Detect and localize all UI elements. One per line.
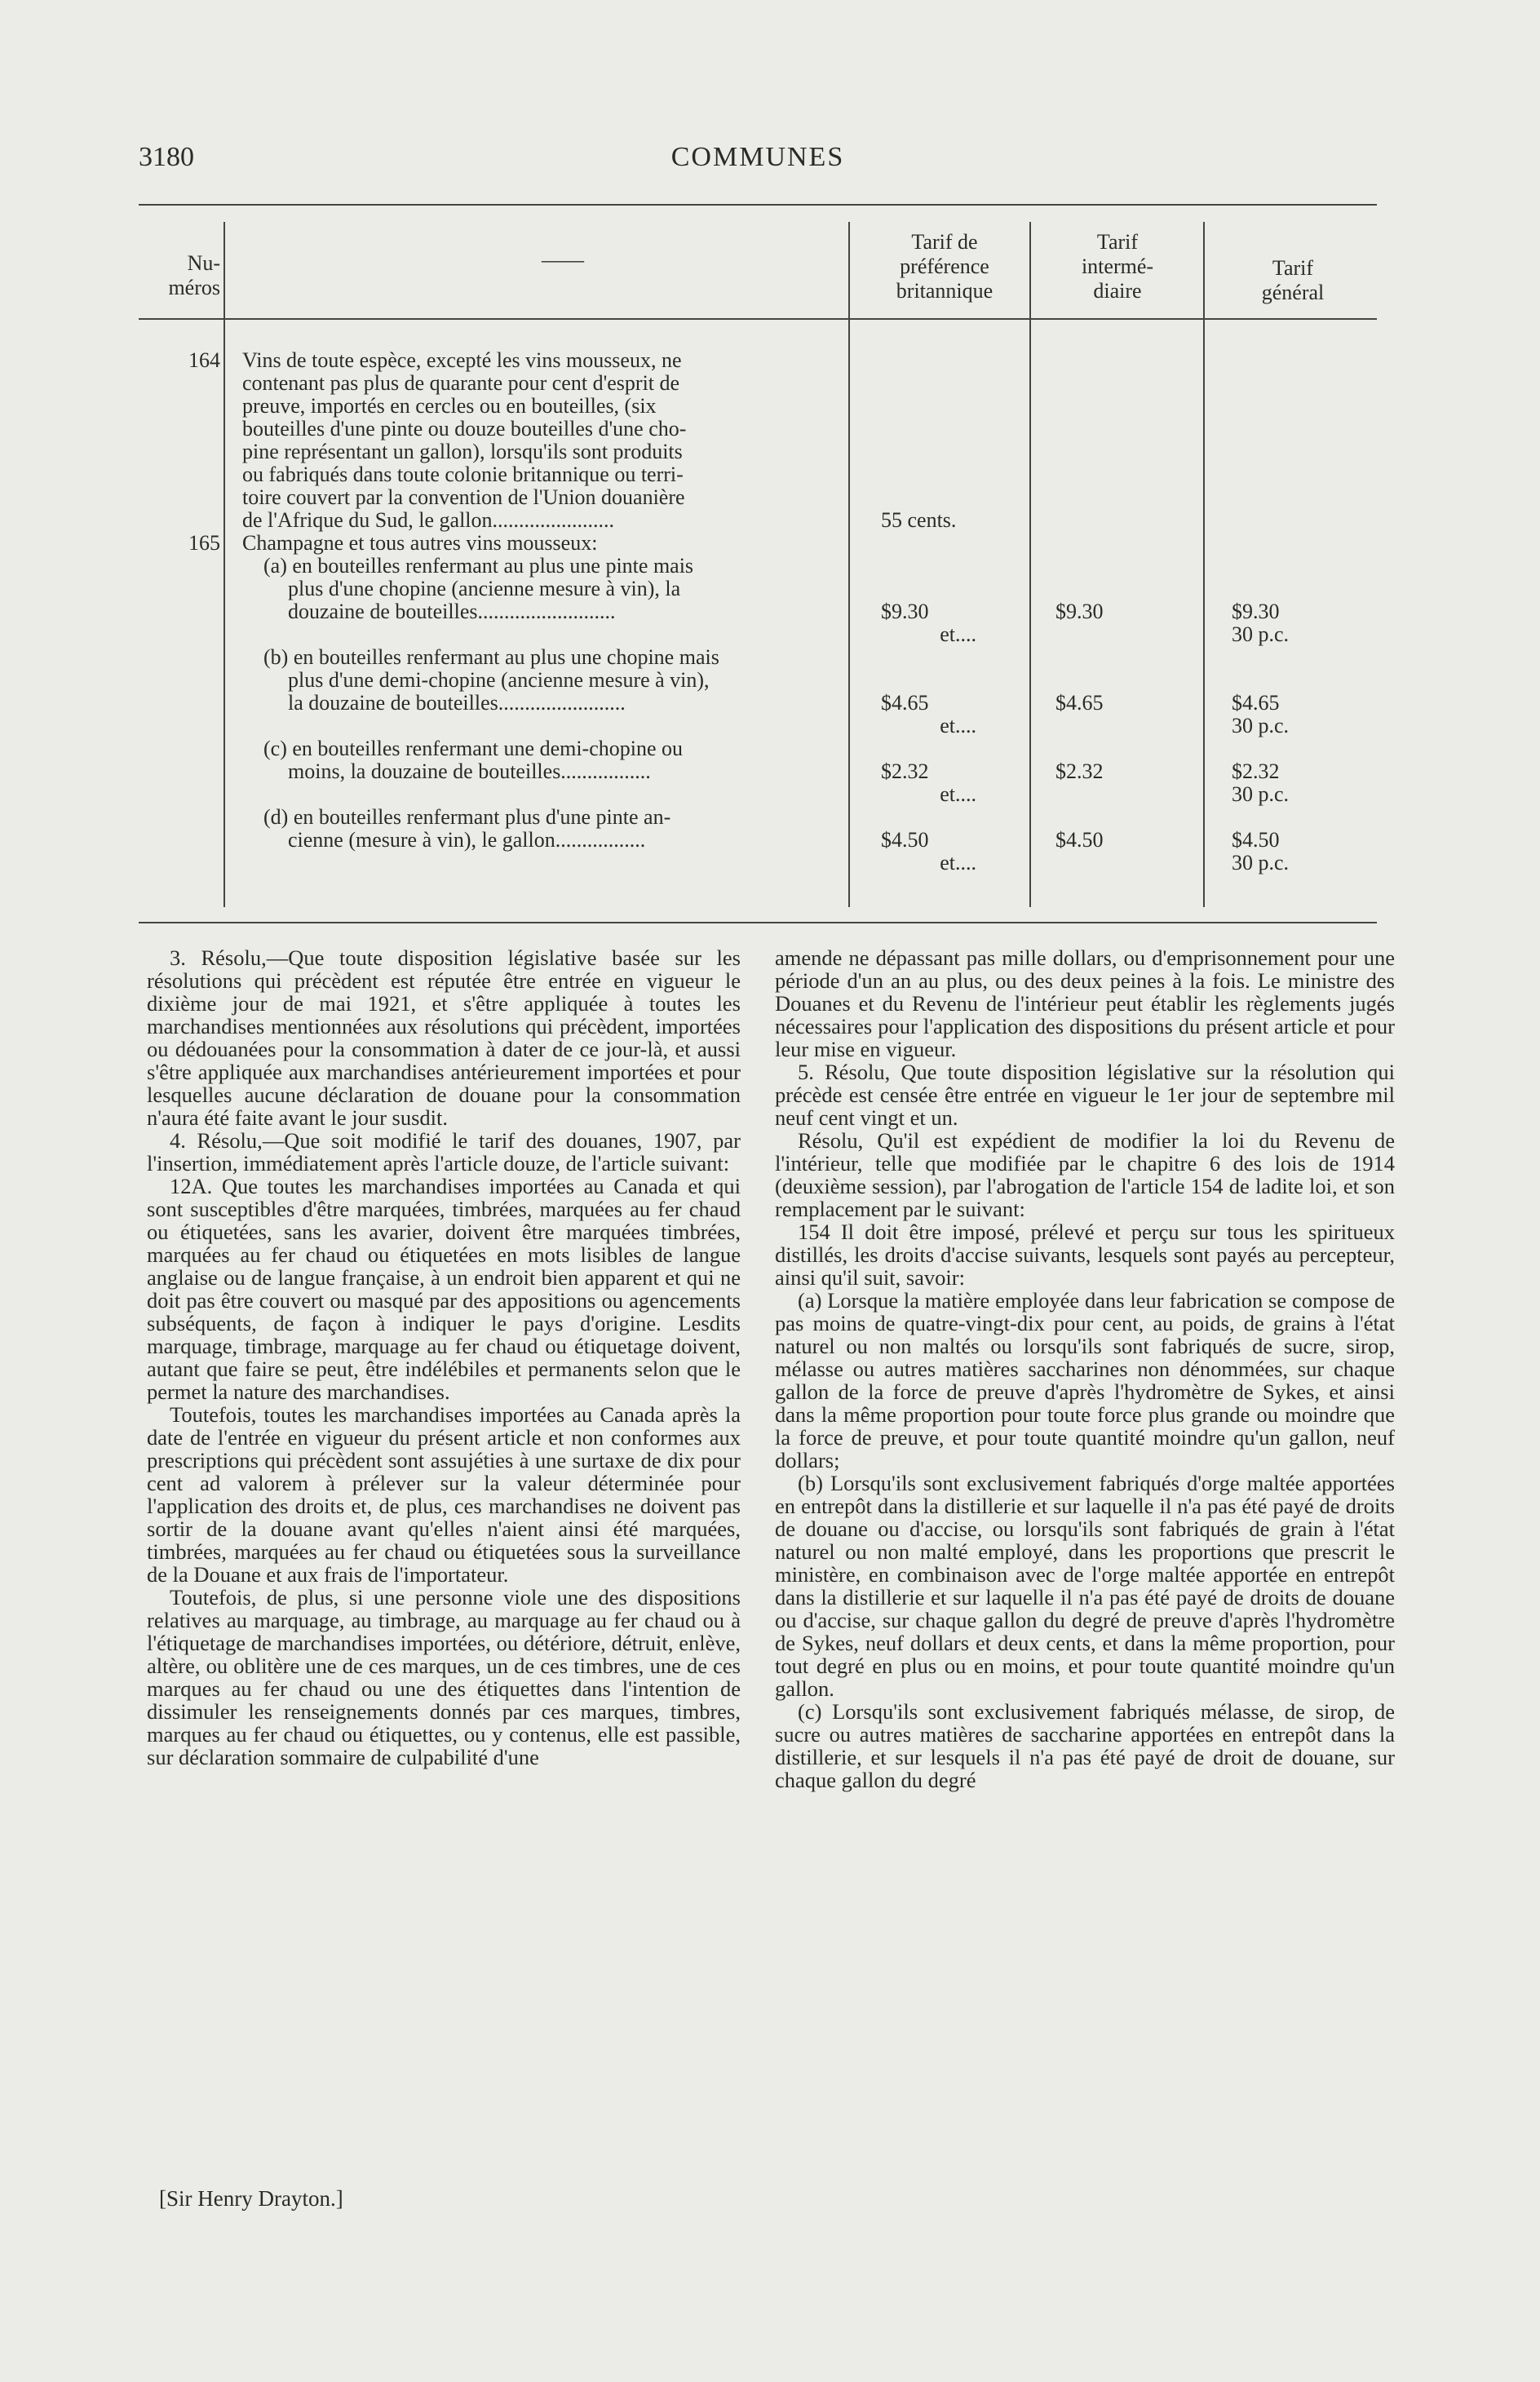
item-165-description — [242, 532, 985, 874]
value-c-inter: $2.32 — [1055, 759, 1104, 783]
desc-et: et.... — [940, 852, 976, 874]
page-title: COMMUNES — [670, 142, 845, 172]
desc-line: Vins de toute espèce, excepté les vins mousseux, ne — [242, 349, 682, 372]
desc-line: ou fabriqués dans toute colonie britannique ou terri- — [242, 463, 684, 486]
desc-line: de l'Afrique du Sud, le gallon....................... — [242, 509, 615, 532]
desc-line: la douzaine de bouteilles........................ — [288, 692, 626, 715]
desc-line: contenant pas plus de quarante pour cent d'esprit de — [242, 372, 680, 395]
desc-et: et.... — [940, 715, 976, 737]
paragraph: 12A. Que toutes les marchandises importées au Canada et qui sont susceptibles d'être marquées, timbrées, marquées au fer chaud ou étiquetées, sans les avarier, doivent être marquées timbrées, marquées au fer chaud ou étiquetées en mots lisibles de langue anglaise ou de langue française, à un endroit bien apparent et qui ne doit pas être couvert ou masqué par des appositions ou agencements subséquents, de façon à indiquer le pays d'origine. Lesdits marquage, timbrage, marquage au fer chaud ou étiquetage doivent, autant que faire se peut, être indélébiles et permanents selon que le permet la nature des marchandises. — [147, 1174, 741, 1404]
value-b-pref: $4.65 — [881, 691, 929, 715]
paragraph: 4. Résolu,—Que soit modifié le tarif des douanes, 1907, par l'insertion, immédiatement après l'article douze, de l'article suivant: — [147, 1128, 741, 1176]
paragraph: Toutefois, de plus, si une personne viole une des dispositions relatives au marquage, au timbrage, au marquage au fer chaud ou à l'étiquetage de marchandises importées, ou détériore, détruit, enlève, altère, ou oblitère une de ces marques, un de ces timbres, une de ces marques au fer chaud ou une des étiquettes dans l'intention de dissimuler les renseignements donnés par ces marques, timbres, marques au fer chaud ou étiquettes, ou y contenus, elle est passible, sur déclaration sommaire de culpabilité d'une — [147, 1585, 741, 1769]
paragraph: (a) Lorsque la matière employée dans leur fabrication se compose de pas moins de quatre-vingt-dix pour cent, au poids, de grains à l'état naturel ou non maltés ou lorsqu'ils sont fabriqués de sucre, sirop, mélasse ou autres matières saccharines non dénommées, sur chaque gallon de la force de preuve d'après l'hydromètre de Sykes, et ainsi dans la même proportion pour toute force plus grande ou moindre que la force de preuve, et pour toute quantité moindre qu'un gallon, neuf dollars; — [775, 1288, 1395, 1472]
header-pref: Tarif de préférence britannique — [896, 230, 993, 303]
value-a-gen: $9.30 — [1232, 600, 1280, 623]
value-a-pref: $9.30 — [881, 600, 929, 623]
value-d-pc: 30 p.c. — [1232, 851, 1290, 874]
item-164-description — [242, 349, 985, 532]
paragraph: (c) Lorsqu'ils sont exclusivement fabriqués mélasse, de sirop, de sucre ou autres matières de saccharine apportées en entrepôt dans la distillerie, et sur lesquels il n'a pas été payé de droit de douane, sur chaque gallon du degré — [775, 1699, 1395, 1792]
paragraph: amende ne dépassant pas mille dollars, ou d'emprisonnement pour une période d'un an au plus, ou des deux peines à la fois. Le ministre des Douanes et du Revenu de l'intérieur peut établir les règlements jugés nécessaires pour l'application des dispositions du présent article et pour leur mise en vigueur. — [775, 945, 1395, 1061]
value-b-gen: $4.65 — [1232, 691, 1280, 715]
desc-line: pine représentant un gallon), lorsqu'ils sont produits — [242, 441, 683, 463]
desc-line: douzaine de bouteilles.......................... — [288, 600, 616, 623]
desc-line: plus d'une chopine (ancienne mesure à vin), la — [288, 578, 681, 600]
desc-line: toire couvert par la convention de l'Union douanière — [242, 486, 685, 509]
desc-et: et.... — [940, 783, 976, 806]
paragraph: 3. Résolu,—Que toute disposition législative basée sur les résolutions qui précèdent est réputée être entrée en vigueur le dixième jour de mai 1921, et s'être appliquée à toutes les marchandises mentionnées aux résolutions qui précèdent, importées ou dédouanées pour la consommation à dater de ce jour-là, et aussi s'être appliquée aux marchandises antérieurement importées et pour lesquelles aucune déclaration de douane pour la consommation n'aura été faite avant le jour susdit. — [147, 945, 741, 1130]
header-dash: —— — [542, 248, 584, 272]
row-number-165: 165 — [188, 531, 220, 555]
page-number: 3180 — [139, 142, 194, 172]
value-c-pref: $2.32 — [881, 759, 929, 783]
table-bottom-rule — [139, 922, 1377, 923]
desc-line: Champagne et tous autres vins mousseux: — [242, 532, 598, 555]
value-d-inter: $4.50 — [1055, 828, 1104, 852]
left-text-column — [147, 946, 741, 1769]
desc-line: plus d'une demi-chopine (ancienne mesure à vin), — [288, 669, 710, 692]
right-text-column — [775, 946, 1395, 1791]
row-number-164: 164 — [188, 348, 220, 372]
paragraph: Toutefois, toutes les marchandises importées au Canada après la date de l'entrée en vigueur du présent article et non conformes aux prescriptions qui précèdent sont assujéties à une surtaxe de dix pour cent ad valorem à prélever sur la valeur déterminée pour l'application des droits et, de plus, ces marchandises ne doivent pas sortir de la douane avant qu'elles n'aient ainsi été marquées, timbrées, marquées au fer chaud ou étiquetées sous la surveillance de la Douane et aux frais de l'importateur. — [147, 1402, 741, 1587]
col-line-1 — [223, 222, 225, 907]
desc-line: cienne (mesure à vin), le gallon................. — [288, 829, 646, 852]
desc-line: preuve, importés en cercles ou en bouteilles, (six — [242, 395, 657, 418]
value-a-inter: $9.30 — [1055, 600, 1104, 623]
header-underline — [139, 318, 1377, 320]
desc-line: (d) en bouteilles renfermant plus d'une pinte an- — [263, 806, 671, 829]
paragraph: (b) Lorsqu'ils sont exclusivement fabriqués d'orge maltée apportées en entrepôt dans la distillerie et sur laquelle il n'a pas été payé de droits de douane ou d'accise, ou lorsqu'ils sont fabriqués de grain à l'état naturel ou non malté employé, dans les proportions que prescrit le ministère, en combinaison avec de l'orge maltée apportée en entrepôt dans la distillerie et sur laquelle il n'a pas été payé de droits de douane ou d'accise, sur chaque gallon du degré de preuve d'après l'hydromètre de Sykes, neuf dollars et deux cents, et dans la même proportion, pour tout degré en plus ou en moins, et pour toute quantité moindre qu'un gallon. — [775, 1471, 1395, 1701]
value-d-pref: $4.50 — [881, 828, 929, 852]
desc-et: et.... — [940, 623, 976, 646]
header-inter: Tarif intermé- diaire — [1081, 230, 1154, 303]
signature: [Sir Henry Drayton.] — [159, 2186, 343, 2211]
header-numbers: Nu- méros — [168, 251, 220, 299]
value-a-pc: 30 p.c. — [1232, 622, 1290, 646]
value-c-pc: 30 p.c. — [1232, 782, 1290, 806]
value-164-pref: 55 cents. — [881, 508, 957, 532]
desc-line: bouteilles d'une pinte ou douze bouteilles d'une cho- — [242, 418, 687, 441]
paragraph: 5. Résolu, Que toute disposition législative sur la résolution qui précède est censée être entrée en vigueur le 1er jour de septembre mil neuf cent vingt et un. — [775, 1060, 1395, 1130]
value-b-pc: 30 p.c. — [1232, 714, 1290, 737]
col-line-4 — [1203, 222, 1205, 907]
desc-line: (c) en bouteilles renfermant une demi-chopine ou — [263, 737, 684, 760]
value-d-gen: $4.50 — [1232, 828, 1280, 852]
value-c-gen: $2.32 — [1232, 759, 1280, 783]
desc-line: (b) en bouteilles renfermant au plus une chopine mais — [263, 646, 719, 669]
desc-line: (a) en bouteilles renfermant au plus une pinte mais — [263, 555, 694, 578]
page-header — [139, 139, 1377, 188]
value-b-inter: $4.65 — [1055, 691, 1104, 715]
tariff-table — [139, 206, 1377, 915]
paragraph: Résolu, Qu'il est expédient de modifier la loi du Revenu de l'intérieur, telle que modifiée par le chapitre 6 des lois de 1914 (deuxième session), par l'abrogation de l'article 154 de ladite loi, et son remplacement par le suivant: — [775, 1128, 1395, 1221]
header-general: Tarif général — [1261, 256, 1325, 304]
col-line-3 — [1029, 222, 1031, 907]
paragraph: 154 Il doit être imposé, prélevé et perçu sur tous les spiritueux distillés, les droits d'accise suivants, lesquels sont payés au percepteur, ainsi qu'il suit, savoir: — [775, 1220, 1395, 1290]
desc-line: moins, la douzaine de bouteilles................. — [288, 760, 651, 783]
